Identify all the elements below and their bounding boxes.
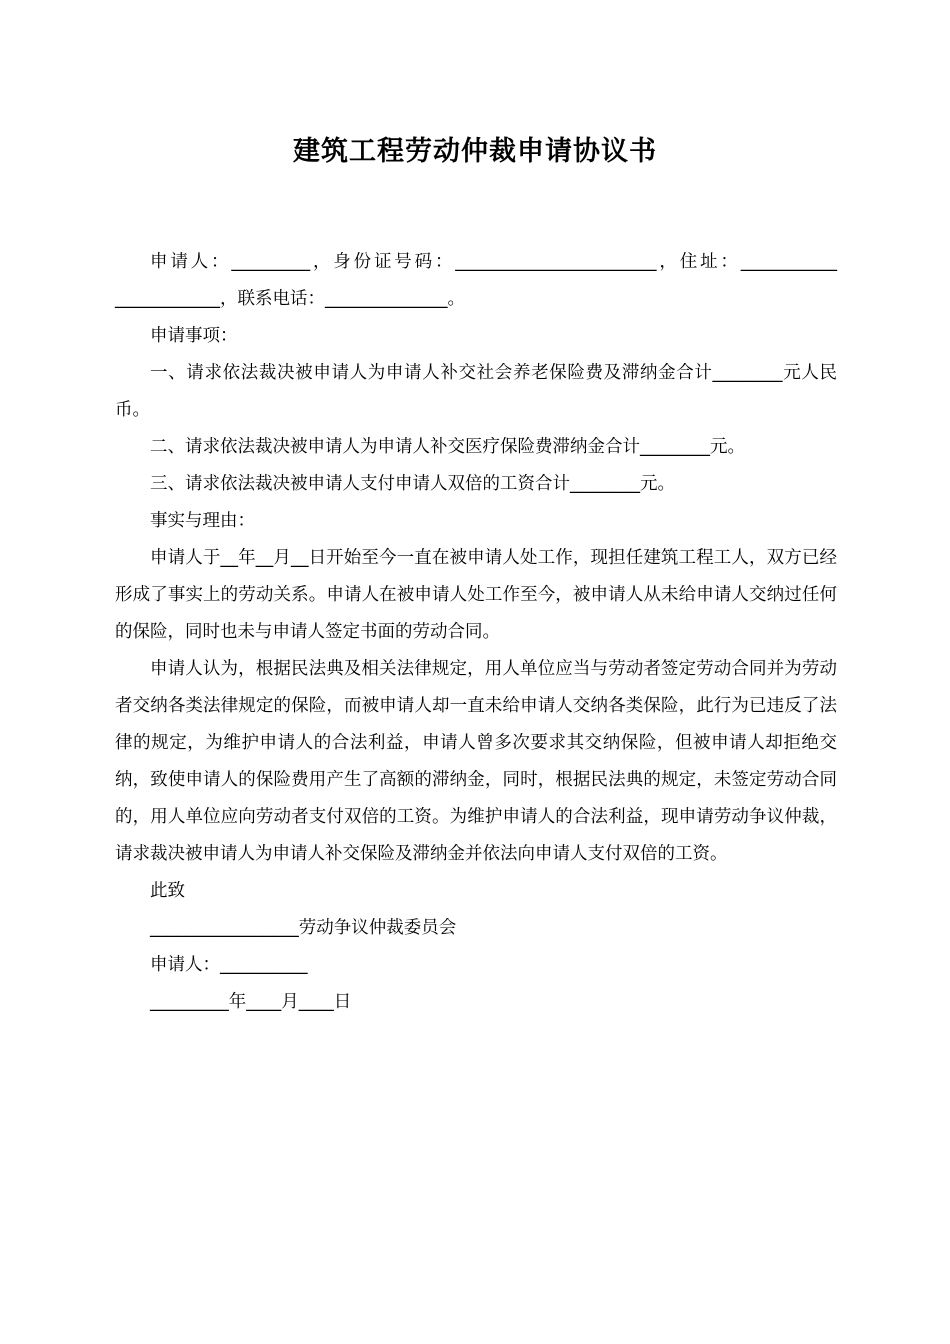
requests-heading: 申请事项： — [150, 326, 238, 346]
applicant-info: 申请人：_________，身份证号码：_______________________，住址：___________ ____________，联系电话：______________。 — [115, 252, 837, 309]
request-item-2: 二、请求依法裁决被申请人为申请人补交医疗保险费滞纳金合计________元。 — [150, 437, 745, 457]
facts-heading: 事实与理由： — [150, 511, 255, 531]
recipient-line: _________________劳动争议仲裁委员会 — [150, 918, 457, 938]
request-item-3: 三、请求依法裁决被申请人支付申请人双倍的工资合计________元。 — [150, 474, 675, 494]
facts-paragraph-2: 申请人认为，根据民法典及相关法律规定，用人单位应当与劳动者签定劳动合同并为劳动者交纳各类法律规定的保险，而被申请人却一直未给申请人交纳各类保险，此行为已违反了法律的规定，为维护申请人的合法利益，申请人曾多次要求其交纳保险，但被申请人却拒绝交纳，致使申请人的保险费用产生了高额的滞纳金，同时，根据民法典的规定，未签定劳动合同的，用人单位应向劳动者支付双倍的工资。为维护申请人的合法利益，现申请劳动争议仲裁，请求裁决被申请人为申请人补交保险及滞纳金并依法向申请人支付双倍的工资。 — [115, 659, 837, 864]
date-line: _________年____月____日 — [150, 992, 352, 1012]
closing-salutation: 此致 — [150, 881, 185, 901]
document-title: 建筑工程劳动仲裁申请协议书 — [293, 136, 657, 167]
request-item-1: 一、请求依法裁决被申请人为申请人补交社会养老保险费及滞纳金合计________元人民币。 — [115, 363, 837, 420]
facts-paragraph-1: 申请人于__年__月__日开始至今一直在被申请人处工作，现担任建筑工程工人，双方已经形成了事实上的劳动关系。申请人在被申请人处工作至今，被申请人从未给申请人交纳过任何的保险，同时也未与申请人签定书面的劳动合同。 — [115, 548, 837, 642]
document-body — [115, 244, 837, 1021]
signature-line: 申请人：__________ — [150, 955, 308, 975]
